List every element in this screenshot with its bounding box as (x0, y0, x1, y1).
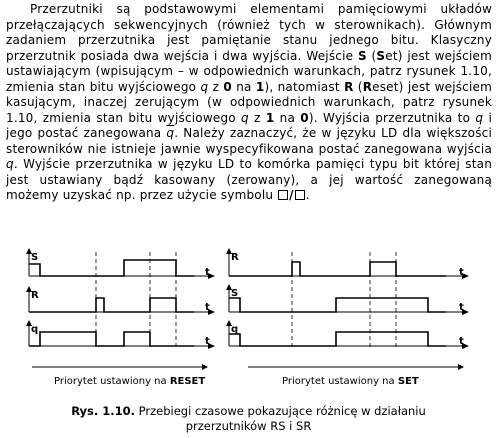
label-s-right: S (231, 288, 239, 299)
label-t-right-3: t (459, 336, 464, 347)
contact-box-icon (278, 190, 288, 200)
label-r-right: R (231, 252, 239, 263)
label-t-right-2: t (459, 302, 464, 313)
label-t-left-2: t (205, 302, 210, 313)
timing-diagram (0, 246, 497, 406)
caption-line-2: przerzutników RS i SR (185, 419, 312, 433)
caption-line-1: Przebiegi czasowe pokazujące różnicę w działaniu (135, 404, 426, 418)
priority-set-label: Priorytet ustawiony na SET (282, 376, 419, 387)
q-negated: $\overline{q}$ (166, 126, 175, 140)
label-s-left: S (31, 252, 39, 263)
label-q-right: q (231, 324, 239, 335)
label-t-right-1: t (459, 267, 464, 278)
label-t-left-3: t (205, 336, 210, 347)
left-timing-panel (26, 248, 215, 370)
label-t-left-1: t (205, 267, 210, 278)
label-r-left: R (31, 290, 39, 301)
label-q-left: q (31, 324, 39, 335)
contact-box-icon (295, 190, 305, 200)
right-timing-panel (226, 248, 469, 370)
caption-label: Rys. 1.10. (71, 404, 135, 418)
body-paragraph: Przerzutniki są podstawowymi elementami pamięciowymi układów przełączających sekwencyjnych (również tych w sterownikach). Głównym zadaniem przerzutnika jest pamiętanie stanu jednego bitu. Klasyczny przerzutnik posiada dwa wejścia i dwa wyjścia. Wejście S (Set) jest wejściem ustawiającym (wpisującym – w odpowiednich warunkach, patrz rysunek 1.10, zmienia stan bitu wyjściowego q z 0 na 1), natomiast R (Reset) jest wejściem kasującym, inaczej zerującym (w odpowiednich warunkach, patrz rysunek 1.10, zmienia stan bitu wyjściowego q z 1 na 0). Wyjścia przerzutnika to q i jego postać zanegowana $\overline{q}$. Należy zaznaczyć, że w języku LD dla większości sterowników nie istnieje jawnie wyspecyfikowana postać zanegowana wyjścia q. Wyjście przerzutnika w języku LD to komórka pamięci typu bit której stan jest ustawiany bądź kasowany (zerowany), a jej wartość zanegowaną możemy uzyskać np. przez użycie symbolu / . (6, 2, 492, 202)
figure-caption (0, 404, 497, 434)
priority-reset-label: Priorytet ustawiony na RESET (54, 376, 206, 387)
